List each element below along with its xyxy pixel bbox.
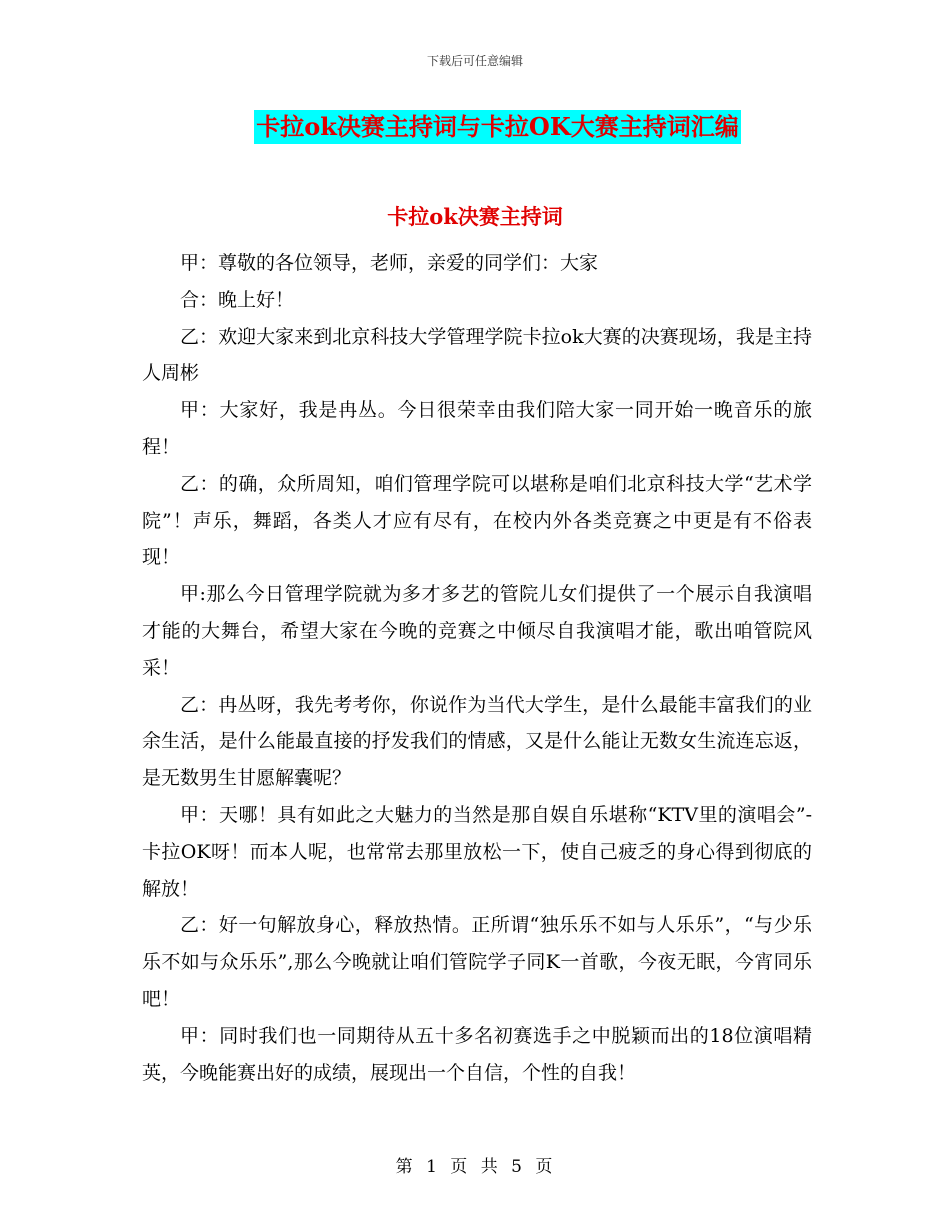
section-title: 卡拉ok决赛主持词 xyxy=(387,204,563,229)
document-title: 卡拉ok决赛主持词与卡拉OK大赛主持词汇编 xyxy=(254,110,740,144)
paragraph: 乙：欢迎大家来到北京科技大学管理学院卡拉ok大赛的决赛现场，我是主持人周彬 xyxy=(142,325,812,385)
header-note: 下载后可任意编辑 xyxy=(426,54,523,68)
paragraph: 甲：大家好，我是冉丛。今日很荣幸由我们陪大家一同开始一晚音乐的旅程！ xyxy=(142,399,812,458)
paragraph: 甲:那么今日管理学院就为多才多艺的管院儿女们提供了一个展示自我演唱才能的大舞台，希望大家在今晚的竞赛之中倾尽自我演唱才能，歌出咱管院风采！ xyxy=(142,583,812,679)
paragraph: 合：晚上好！ xyxy=(180,288,295,311)
paragraph: 乙：的确，众所周知，咱们管理学院可以堪称是咱们北京科技大学“艺术学院”！声乐，舞蹈，各类人才应有尽有，在校内外各类竞赛之中更是有不俗表现！ xyxy=(142,472,812,569)
page-number-footer: 第 1 页 共 5 页 xyxy=(395,1157,555,1177)
paragraph: 甲：尊敬的各位领导，老师，亲爱的同学们：大家 xyxy=(180,252,599,274)
paragraph: 甲：天哪！具有如此之大魅力的当然是那自娱自乐堪称“KTV里的演唱会”-卡拉OK呀！而本人呢，也常常去那里放松一下，使自己疲乏的身心得到彻底的解放！ xyxy=(142,803,812,900)
paragraph: 甲：同时我们也一同期待从五十多名初赛选手之中脱颖而出的18位演唱精英，今晚能赛出好的成绩，展现出一个自信，个性的自我！ xyxy=(142,1024,812,1084)
document-body xyxy=(142,245,812,1091)
paragraph: 乙：冉丛呀，我先考考你，你说作为当代大学生，是什么最能丰富我们的业余生活，是什么能最直接的抒发我们的情感，又是什么能让无数女生流连忘返，是无数男生甘愿解囊呢？ xyxy=(142,693,812,790)
title-block xyxy=(0,110,950,144)
paragraph: 乙：好一句解放身心，释放热情。正所谓“独乐乐不如与人乐乐”，“与少乐乐不如与众乐乐”,那么今晚就让咱们管院学子同K一首歌，今夜无眠，今宵同乐吧！ xyxy=(142,914,812,1010)
